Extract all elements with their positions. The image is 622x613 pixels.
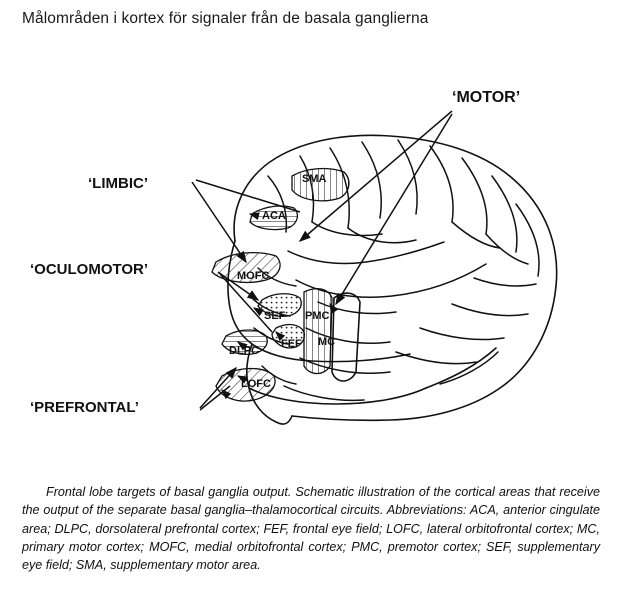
region-label-dlpc: DLPC — [229, 345, 259, 357]
region-pmc — [304, 289, 332, 374]
figure-caption-text: Frontal lobe targets of basal ganglia output. Schematic illustration of the cortical areas that receive the output of the separate basal ganglia–thalamocortical circuits. Abbreviations: ACA, anterior cingulate area; DLPC, dorsolateral prefrontal cortex; FEF, frontal eye field; LOFC, lateral orbitofrontal cortex; MC, primary motor cortex; MOFC, medial orbitofrontal cortex; PMC, premotor cortex; SEF, supplementary eye field; SMA, supplementary motor area. — [22, 485, 600, 572]
region-shading — [212, 169, 360, 402]
region-label-mc: MC — [318, 336, 336, 348]
region-label-aca: ACA — [262, 210, 286, 222]
region-label-mofc: MOFC — [237, 270, 270, 282]
leader-limbic — [192, 182, 246, 262]
callout-label-motor: ‘MOTOR’ — [452, 89, 521, 106]
brain-diagram-figure — [0, 36, 622, 476]
figure-caption — [22, 483, 600, 574]
brain-outline — [228, 135, 557, 424]
leader-prefrontal-2 — [200, 386, 230, 410]
callout-label-group — [30, 89, 520, 416]
callout-label-limbic: ‘LIMBIC’ — [88, 175, 148, 192]
region-label-sma: SMA — [302, 173, 327, 185]
region-label-fef: FEF — [281, 338, 302, 350]
callout-label-oculomotor: ‘OCULOMOTOR’ — [30, 261, 149, 278]
page-title: Målområden i kortex för signaler från de basala ganglierna — [22, 10, 429, 27]
callout-label-prefrontal: ‘PREFRONTAL’ — [30, 399, 139, 416]
region-label-pmc: PMC — [305, 310, 330, 322]
region-label-sef: SEF — [264, 310, 286, 322]
leader-motor-2 — [336, 114, 452, 304]
region-label-lofc: LOFC — [241, 378, 271, 390]
region-mc — [332, 293, 360, 381]
